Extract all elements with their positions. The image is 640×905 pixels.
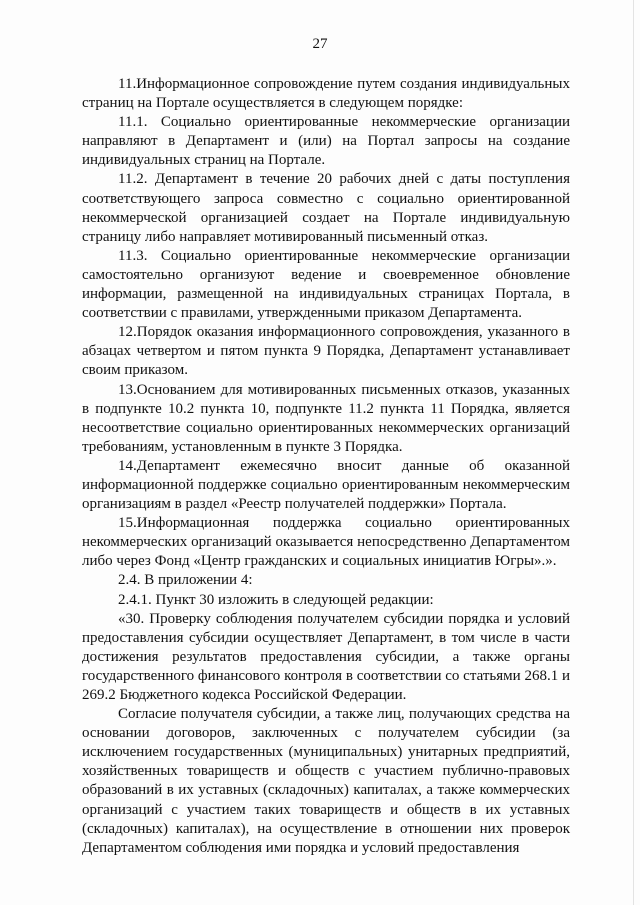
paragraph-11-2: 11.2. Департамент в течение 20 рабочих дней с даты поступления соответствующего запроса совместно с социально ориентированной некоммерческой организацией создает на Портале индивидуальную страницу либо направляет мотивированный письменный отказ. [82,171,570,245]
page-edge-line [633,0,634,905]
paragraph-2-4-1: 2.4.1. Пункт 30 изложить в следующей редакции: [118,591,434,608]
paragraph-15: 15.Информационная поддержка социально ориентированных некоммерческих организаций оказывается непосредственно Департаментом либо через Фонд «Центр гражданских и социальных инициатив Югры».». [82,515,570,570]
paragraph-12: 12.Порядок оказания информационного сопровождения, указанного в абзацах четвертом и пятом пункта 9 Порядка, Департамент устанавливает своим приказом. [82,324,570,379]
paragraph-13: 13.Основанием для мотивированных письменных отказов, указанных в подпункте 10.2 пункта 10, подпункте 11.2 пункта 11 Порядка, является несоответствие социально ориентированных некоммерческих организаций требованиям, установленным в пункте 3 Порядка. [82,381,570,455]
paragraph-30: «30. Проверку соблюдения получателем субсидии порядка и условий предоставления субсидии осуществляет Департамент, в том числе в части достижения результатов предоставления субсидии, а также органы государственного финансового контроля в соответствии со статьями 268.1 и 269.2 Бюджетного кодекса Российской Федерации. [82,610,570,703]
paragraph-2-4: 2.4. В приложении 4: [118,572,253,589]
document-body [82,75,570,858]
paragraph-14: 14.Департамент ежемесячно вносит данные об оказанной информационной поддержке социально ориентированным некоммерческим организациям в раздел «Реестр получателей поддержки» Портала. [82,457,570,513]
paragraph-11-3: 11.3. Социально ориентированные некоммерческие организации самостоятельно организуют ведение и своевременное обновление информации, размещенной на индивидуальных страницах Портала, в соответствии с правилами, утвержденными приказом Департамента. [82,247,570,322]
paragraph-consent: Согласие получателя субсидии, а также лиц, получающих средства на основании договоров, заключенных с получателем субсидии (за исключением государственных (муниципальных) унитарных предприятий, хозяйственных товариществ и обществ с участием публично-правовых образований в их уставных (складочных) капиталах, а также коммерческих организаций с участием таких товариществ и обществ в их уставных (складочных) капиталах), на осуществление в отношении них проверок Департаментом соблюдения ими порядка и условий предоставления [82,706,570,856]
paragraph-11-1: 11.1. Социально ориентированные некоммерческие организации направляют в Департамент и (или) на Портал запросы на создание индивидуальных страниц на Портале. [82,114,570,169]
paragraph-11: 11.Информационное сопровождение путем создания индивидуальных страниц на Портале осуществляется в следующем порядке: [82,76,570,112]
page-number: 27 [312,36,328,52]
